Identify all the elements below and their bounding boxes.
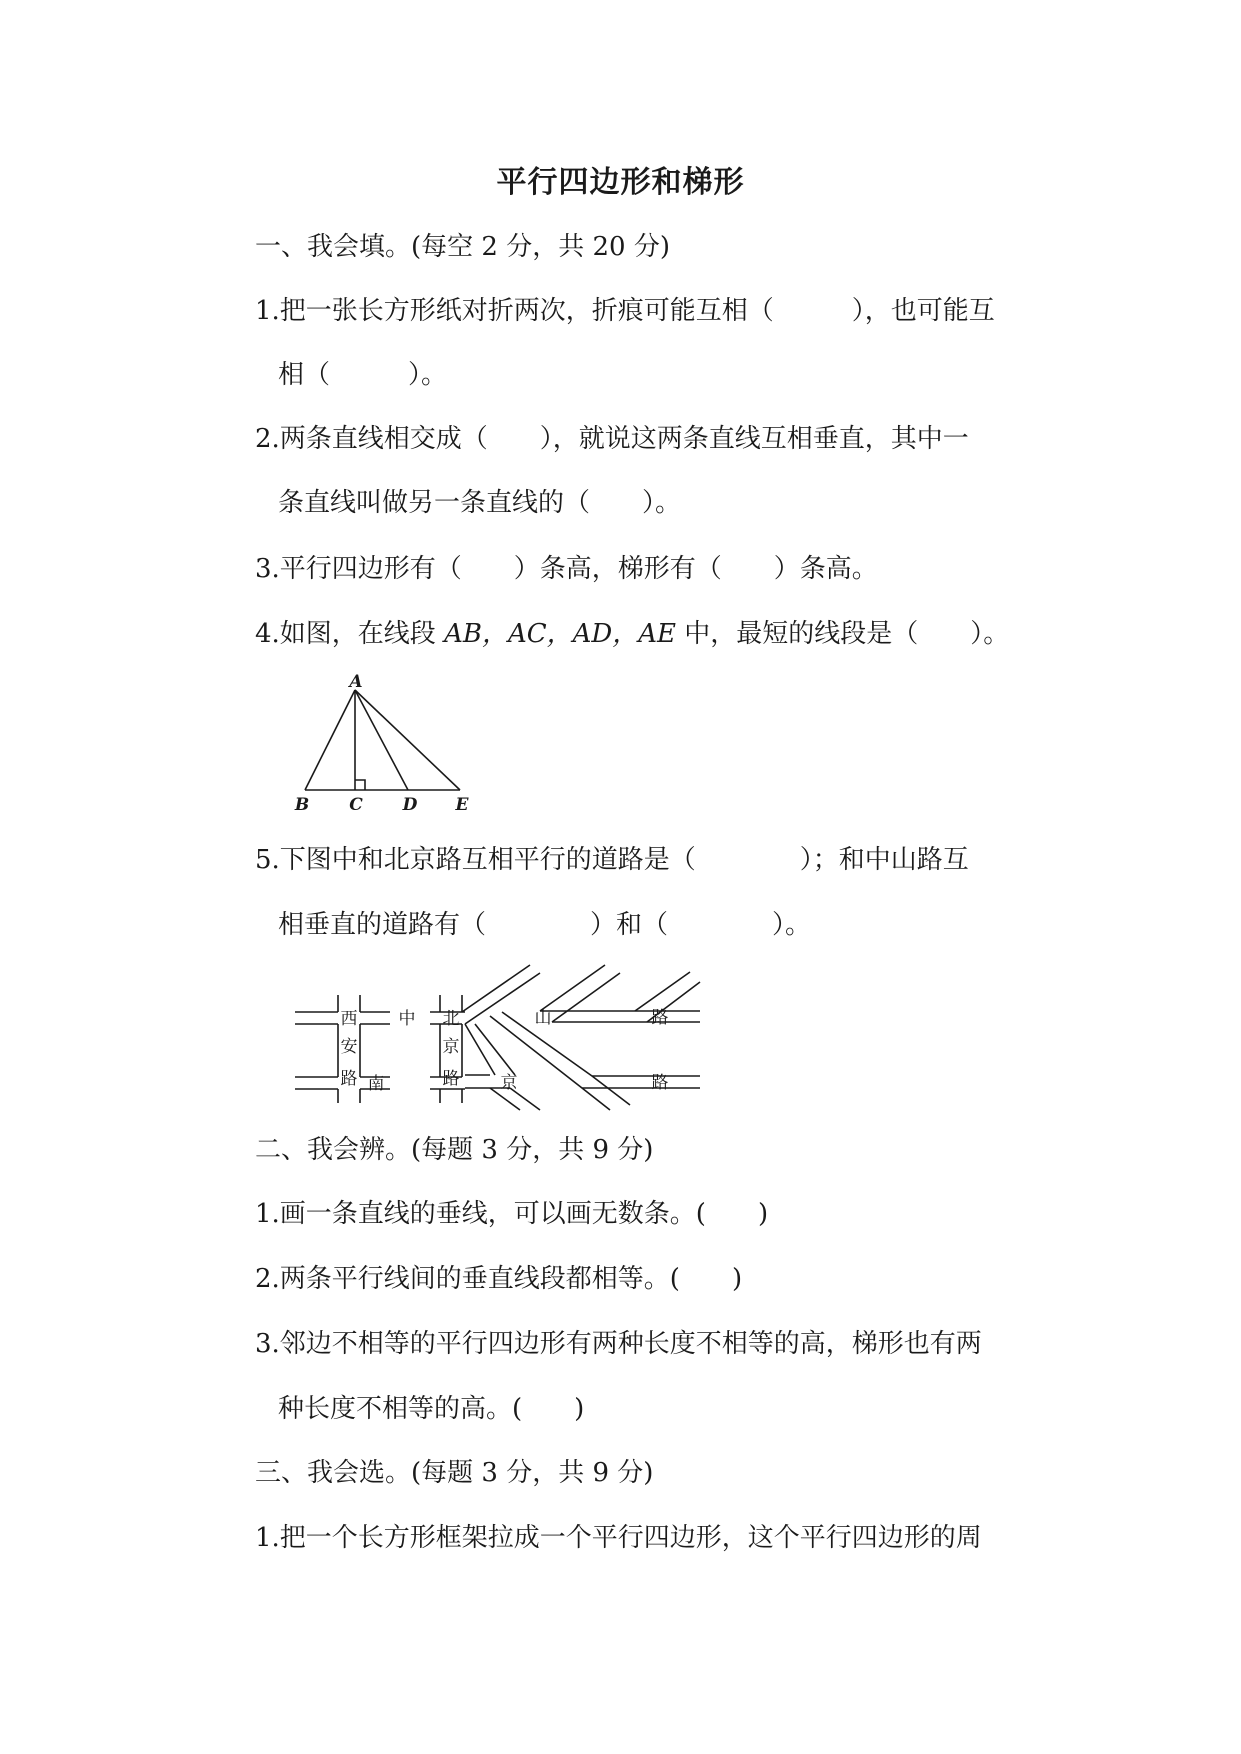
map-label-zhong: 中 — [398, 1009, 416, 1029]
map-label-nan: 南 — [367, 1074, 385, 1094]
map-label-shan: 山 — [534, 1008, 552, 1028]
question-1-1-line-1: 1.把一张长方形纸对折两次，折痕可能互相（ ），也可能互 — [255, 296, 995, 326]
map-label-nanjing-jing: 京 — [500, 1073, 518, 1093]
label-a: A — [349, 672, 363, 692]
segment-ad — [355, 690, 408, 790]
map-label-bei: 北 — [442, 1009, 460, 1029]
page-title: 平行四边形和梯形 — [496, 165, 745, 200]
section-2-heading: 二、我会辨。(每题 3 分，共 9 分) — [255, 1135, 654, 1165]
diagonal-road-2 — [540, 965, 620, 1022]
question-1-5-line-2: 相垂直的道路有（ ）和（ ）。 — [278, 910, 812, 940]
map-label-zhongshan-lu: 路 — [651, 1008, 669, 1028]
map-label-nanjing-lu: 路 — [651, 1073, 669, 1093]
question-1-2-line-1: 2.两条直线相交成（ ），就说这两条直线互相垂直，其中一 — [255, 424, 969, 454]
question-3-1-line-1: 1.把一个长方形框架拉成一个平行四边形，这个平行四边形的周 — [255, 1523, 982, 1553]
question-1-2-line-2: 条直线叫做另一条直线的（ ）。 — [278, 488, 682, 518]
question-2-3-line-2: 种长度不相等的高。( ) — [278, 1394, 585, 1424]
segment-ab — [305, 690, 355, 790]
section-3-heading: 三、我会选。(每题 3 分，共 9 分) — [255, 1458, 654, 1488]
triangle-figure — [290, 672, 490, 818]
question-1-5-line-1: 5.下图中和北京路互相平行的道路是（ ）；和中山路互 — [255, 845, 969, 875]
question-1-4-segments: AB，AC，AD，AE — [444, 619, 677, 649]
zhongshan-road-edges-left — [295, 1012, 465, 1024]
map-label-xi: 西 — [340, 1009, 358, 1029]
label-c: C — [349, 795, 363, 815]
question-1-1-line-2: 相（ ）。 — [278, 360, 448, 390]
map-label-an: 安 — [340, 1037, 358, 1057]
section-1-heading: 一、我会填。(每空 2 分，共 20 分) — [255, 232, 670, 262]
question-1-4-suffix: 中，最短的线段是（ ）。 — [676, 619, 1010, 649]
label-b: B — [294, 795, 310, 815]
map-label-beijing-jing: 京 — [442, 1037, 460, 1057]
question-1-4 — [255, 617, 1055, 651]
label-e: E — [455, 795, 469, 815]
diagonal-road-1 — [462, 965, 540, 1024]
question-2-3-line-1: 3.邻边不相等的平行四边形有两种长度不相等的高，梯形也有两 — [255, 1329, 982, 1359]
label-d: D — [402, 795, 418, 815]
diagonal-road-lower-2 — [490, 1012, 630, 1110]
map-label-beijing-lu: 路 — [442, 1069, 460, 1089]
segment-ae — [355, 690, 460, 790]
map-label-xian-lu: 路 — [340, 1069, 358, 1089]
road-map — [290, 960, 720, 1110]
right-angle-mark — [355, 780, 365, 790]
question-2-1: 1.画一条直线的垂线，可以画无数条。( ) — [255, 1199, 769, 1229]
question-2-2: 2.两条平行线间的垂直线段都相等。( ) — [255, 1264, 743, 1294]
diagonal-road-lower-1 — [465, 1024, 515, 1075]
question-1-3: 3.平行四边形有（ ）条高，梯形有（ ）条高。 — [255, 554, 878, 584]
question-1-4-prefix: 4.如图，在线段 — [255, 619, 445, 649]
